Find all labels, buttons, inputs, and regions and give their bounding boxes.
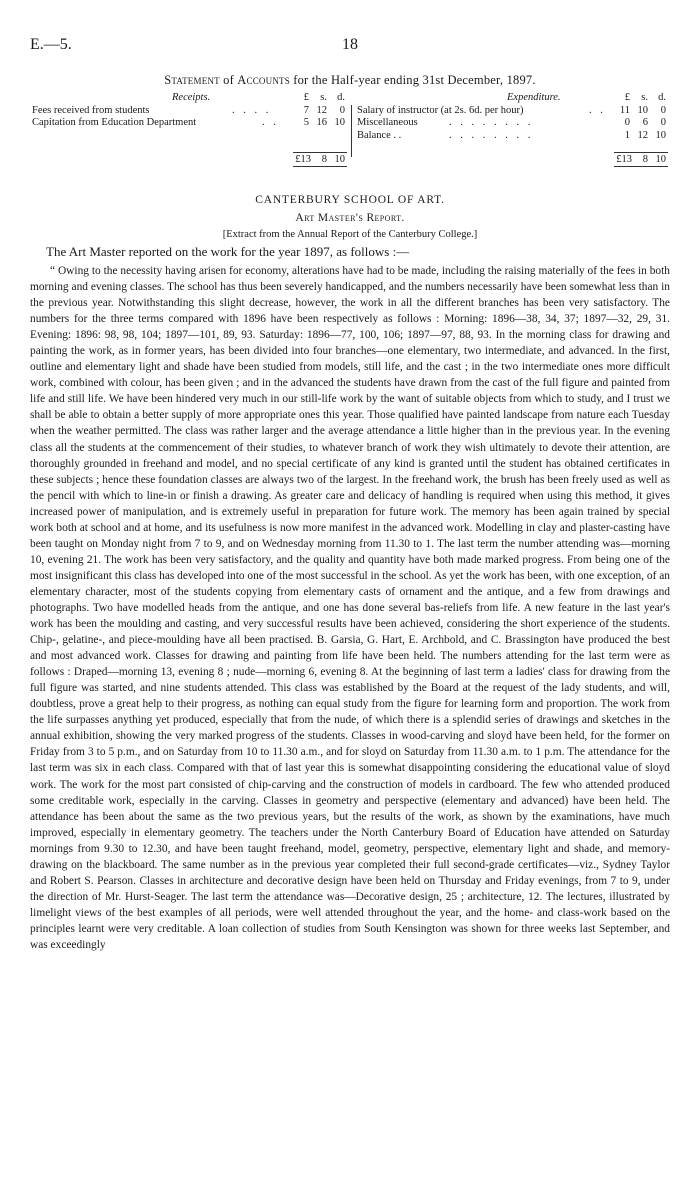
expenditure-column: Expenditure. £ s. d. Salary of instructor (at 2s. 6d. per hour) . . 11 10 0 Miscellaneous . . . . . . . . 0 6 0 Balance . . . . . . . . . . 1 12 10 £13 8 10	[357, 92, 666, 165]
expenditure-total: £13 8 10	[614, 152, 668, 167]
expenditure-row: Miscellaneous . . . . . . . . 0 6 0	[357, 117, 666, 128]
statement-title: Statement of Accounts for the Half-year ending 31st December, 1897.	[164, 73, 536, 87]
intro-line: The Art Master reported on the work for the year 1897, as follows :—	[46, 244, 410, 259]
receipts-heading: Receipts.	[172, 92, 211, 103]
receipt-row: Capitation from Education Department . . 5 16 10	[32, 117, 345, 128]
receipts-total: £13 8 10	[293, 152, 347, 167]
section-title: CANTERBURY SCHOOL OF ART.	[255, 194, 445, 206]
expenditure-row: Salary of instructor (at 2s. 6d. per hour) . . 11 10 0	[357, 104, 666, 116]
extract-note: [Extract from the Annual Report of the Canterbury College.]	[222, 229, 478, 240]
receipt-row: Fees received from students . . . . 7 12 0	[32, 104, 345, 116]
page-number: 18	[342, 36, 358, 53]
expenditure-row: Balance . . . . . . . . . . 1 12 10	[357, 129, 666, 141]
page-header	[30, 36, 670, 58]
report-body: “ Owing to the necessity having arisen for economy, alterations have had to be made, including the raising materially of the fees in both morning and evening classes. The school has thus been severely handicapped, and the numbers necessarily have been somewhat less than in the previous year. Notwithstanding this slight decrease, however, the work in all the different branches has been very satisfactory. The numbers for the three terms compared with 1896 have been respectively as follows : Morning: 1896—38, 34, 37; 1897—32, 29, 31. Evening: 1896: 98, 98, 104; 1897—101, 89, 93. Saturday: 1896—77, 100, 106; 1897—97, 88, 93. In the morning class for drawing and painting the work, as in former years, has been divided into four branches—one elementary, two intermediate, and advanced. In the first, outline and elementary light and shade have been studied from models, still life, and the cast ; in the two intermediate ones more difficult work, combined with colour, has been given ; and in the advanced the students have drawn from the cast of the full figure and painted from life and still life. We have been hindered very much in our still-life work by the want of suitable objects from which to study, and I trust we shall be able to obtain a better supply of more appropriate ones this year. Those qualified have painted landscape from nature each Tuesday when the weather permitted. The class was rather larger and the average attendance a little higher than in the previous year. In the evening class all the students at the commencement of their studies, to whatever branch of work they wish ultimately to devote their attention, are thoroughly grounded in freehand and model, and no special certificate of any kind is granted until the student has obtained certificates in these subjects ; hence these foundation classes are always two of the largest. In the freehand work, the brush has been freely used as well as the pencil with which to line-in or finish a drawing. As greater care and delicacy of handling is required when using this method, it gives increased power of manipulation, and is extremely useful in preparation for future work. The memory has been again trained by special work both at school and at home, and its usefulness is now more manifest in the advanced work. Modelling in clay and plaster-casting have been taught on Monday night from 7 to 9, and on Wednesday morning from 11.30 to 1. The last term the number attending was—morning 10, evening 21. The work has been very satisfactory, and the quality and quantity have both made marked progress. From being one of the most insignificant this class has developed into one of the most successful in the school. As yet the work has been, with one exception, of an elementary character, most of the students copying from elementary casts of ornament and the antique, and a few from drawings and photographs. Two have modelled heads from the antique, and one has done several bas-reliefs from life. A new feature in the last year's work has been the moulding and casting, and very successful results have been achieved, considering the short experience of the students. Chip-, gelatine-, and piece-moulding have all been practised. B. Garsia, G. Hart, E. Archbold, and C. Brassington have produced the best and most advanced work. Classes for drawing and painting from life have been held. The numbers attending for the last term were as follows : Draped—morning 13, evening 8 ; nude—morning 6, evening 8. At the beginning of last term a ladies' class for drawing from the full figure was started, and nine students attended. This class was established by the Board at the request of the lady students, and will, doubtless, prove a great help to their progress, as nothing can equal study from the figure for learning form and proportion. The work from the life surpasses anything yet produced, especially that from the nude, of which there is a splendid series of drawings and sketches in the annual exhibition, showing the very marked progress of the students. Classes in wood-carving and sloyd have been held, for the former on Friday from 3 to 5 p.m., and on Saturday from 10 to 11.30 a.m., and for sloyd on Saturday from 11.30 a.m. to 1 p.m. The attendance for the last term was six in each class. Compared with that of last year this is somewhat disappointing considering the educational value of sloyd work. The work for the most part consisted of chip-carving and the construction of models in cardboard. The few who attended produced some creditable work, especially in the carving. Classes in geometry and perspective (elementary and advanced) have been held. The attendance has been about the same as the two previous years, but the results of the work, as shown by the examinations, have much improved, especially in elementary geometry. The teachers under the North Canterbury Board of Education have attended on Saturday mornings from 9.30 to 12.30, and have been taught freehand, model, geometry, perspective, elementary light and shade, and memory-drawing on the blackboard. The same number as in the previous year completed their full second-grade certificates—viz., Sydney Taylor and Robert S. Pearson. Classes in architecture and decorative design have been held on Thursday and Friday evenings, from 7 to 9, under the direction of Mr. Hurst-Seager. The last term the attendance was—Decorative design, 25 ; architecture, 12. The lectures, illustrated by limelight views of the best examples of all periods, were well attended throughout the year, and the home- and class-work based on the principles learnt were very creditable. A loan collection of studies from South Kensington was shown for three weeks last September, and was exceedingly	[30, 265, 670, 951]
expenditure-heading: Expenditure.	[507, 92, 561, 103]
receipts-column: Receipts. £ s. d. Fees received from students . . . . 7 12 0 Capitation from Education Department . . 5 16 10 £13 8 10	[32, 92, 345, 165]
accounts-divider	[351, 105, 352, 157]
document-code: E.—5.	[30, 36, 72, 53]
report-title: Art Master's Report.	[295, 212, 405, 224]
